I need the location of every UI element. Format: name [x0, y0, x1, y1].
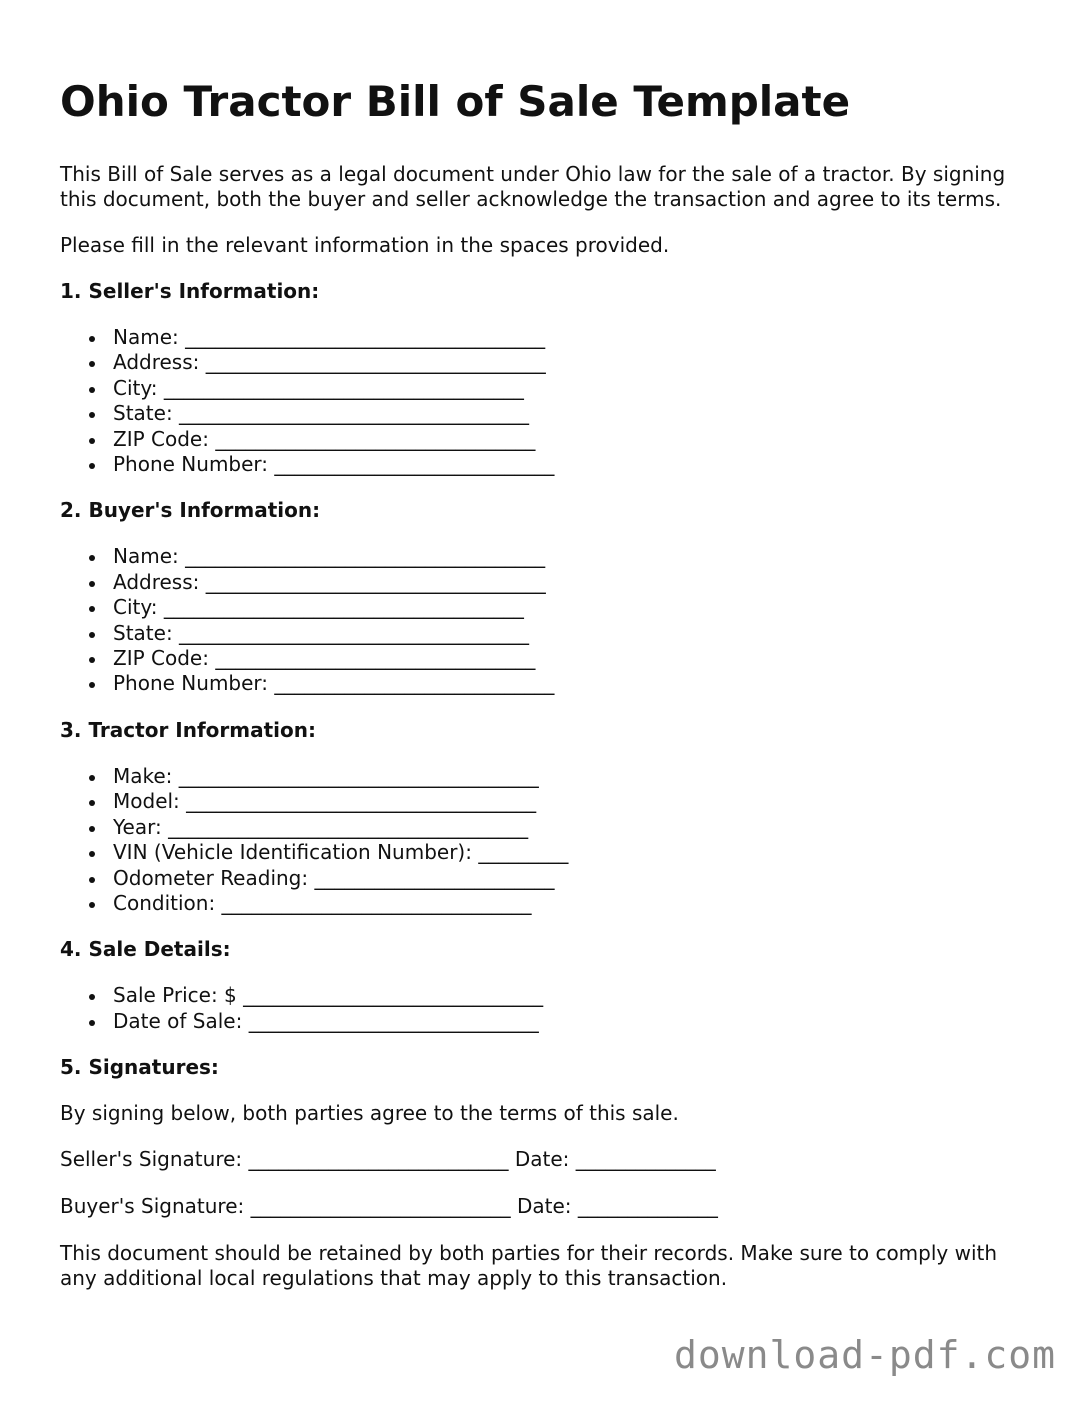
seller-info-list: [60, 325, 1028, 477]
seller-state-field: State: ___________________________________: [113, 401, 1028, 426]
tractor-odometer-field: Odometer Reading: ________________________: [113, 866, 1028, 891]
page-title: Ohio Tractor Bill of Sale Template: [60, 77, 851, 126]
instruction-paragraph: Please fill in the relevant information in the spaces provided.: [60, 233, 670, 257]
seller-phone-field: Phone Number: ____________________________: [113, 452, 1028, 477]
section-title-tractor: 3. Tractor Information:: [60, 717, 316, 742]
buyer-phone-field: Phone Number: ____________________________: [113, 671, 1028, 696]
sale-price-field: Sale Price: $ ______________________________: [113, 983, 1028, 1008]
buyer-signature-line: Buyer's Signature: __________________________ Date: ______________: [60, 1194, 718, 1219]
sale-details-list: [60, 983, 1028, 1034]
watermark: download-pdf.com: [673, 1333, 1056, 1377]
tractor-vin-field: VIN (Vehicle Identification Number): _________: [113, 840, 1028, 865]
intro-paragraph: This Bill of Sale serves as a legal document under Ohio law for the sale of a tractor. By signing this document, both the buyer and seller acknowledge the transaction and agree to its terms.: [60, 162, 1006, 211]
tractor-condition-field: Condition: _______________________________: [113, 891, 1028, 916]
seller-zip-field: ZIP Code: ________________________________: [113, 427, 1028, 452]
section-title-signatures: 5. Signatures:: [60, 1055, 219, 1080]
seller-name-field: Name: ____________________________________: [113, 325, 1028, 350]
tractor-info-list: [60, 764, 1028, 916]
buyer-city-field: City: ____________________________________: [113, 595, 1028, 620]
sale-date-field: Date of Sale: _____________________________: [113, 1009, 1028, 1034]
buyer-address-field: Address: __________________________________: [113, 570, 1028, 595]
seller-address-field: Address: __________________________________: [113, 350, 1028, 375]
section-title-seller: 1. Seller's Information:: [60, 279, 320, 303]
seller-signature-line: Seller's Signature: __________________________ Date: ______________: [60, 1147, 716, 1172]
tractor-year-field: Year: ____________________________________: [113, 815, 1028, 840]
tractor-model-field: Model: ___________________________________: [113, 789, 1028, 814]
closing-paragraph: This document should be retained by both parties for their records. Make sure to comply with any additional local regulations that may apply to this transaction.: [60, 1241, 998, 1291]
document-page: [60, 76, 1028, 1291]
tractor-make-field: Make: ____________________________________: [113, 764, 1028, 789]
buyer-zip-field: ZIP Code: ________________________________: [113, 646, 1028, 671]
section-title-sale: 4. Sale Details:: [60, 937, 231, 962]
signatures-paragraph: By signing below, both parties agree to the terms of this sale.: [60, 1101, 679, 1126]
section-title-buyer: 2. Buyer's Information:: [60, 498, 321, 523]
buyer-state-field: State: ___________________________________: [113, 621, 1028, 646]
seller-city-field: City: ____________________________________: [113, 376, 1028, 401]
buyer-name-field: Name: ____________________________________: [113, 544, 1028, 569]
buyer-info-list: [60, 544, 1028, 696]
